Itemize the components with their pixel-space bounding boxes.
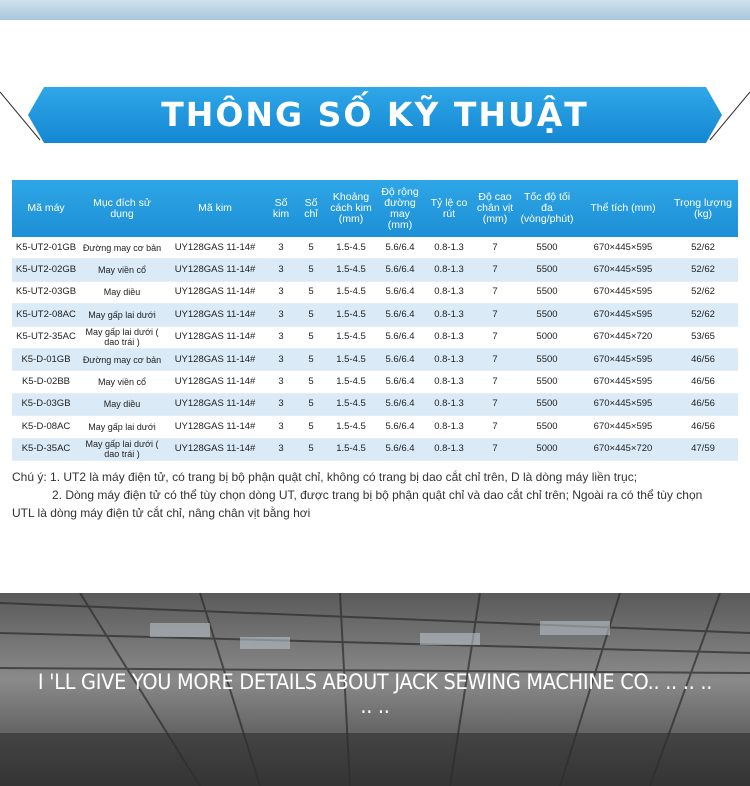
table-cell: 46/56 [668,393,738,415]
table-cell: 0.8-1.3 [424,393,474,415]
table-cell: 5.6/6.4 [376,259,424,281]
table-cell: 3 [266,326,296,348]
table-cell: K5-D-08AC [12,416,80,438]
table-cell: UY128GAS 11-14# [164,393,266,415]
spec-table [12,180,738,461]
table-row [12,281,738,303]
column-header: Mã kim [164,180,266,237]
column-header: Số kim [266,180,296,237]
table-cell: 5.6/6.4 [376,348,424,370]
table-cell: 5.6/6.4 [376,304,424,326]
table-cell: 3 [266,304,296,326]
table-cell: 3 [266,281,296,303]
column-header: Mã máy [12,180,80,237]
table-cell: 53/65 [668,326,738,348]
table-cell: 52/62 [668,304,738,326]
notes [12,468,750,522]
table-cell: 0.8-1.3 [424,259,474,281]
table-cell: 5500 [516,237,578,259]
table-cell: 0.8-1.3 [424,326,474,348]
table-cell: Đường may cơ bản [80,237,164,259]
table-cell: 7 [474,259,516,281]
table-row [12,371,738,393]
column-header: Độ cao chân vịt (mm) [474,180,516,237]
table-cell: May gấp lai dưới [80,304,164,326]
table-cell: 5 [296,438,326,460]
table-cell: K5-D-01GB [12,348,80,370]
table-cell: 3 [266,438,296,460]
table-cell: Đường may cơ bản [80,348,164,370]
table-row [12,393,738,415]
note-line-3: UTL là dòng máy điện tử cắt chỉ, nâng chân vịt bằng hơi [12,506,311,520]
table-cell: 670×445×595 [578,371,668,393]
table-cell: 5500 [516,371,578,393]
table-cell: 5.6/6.4 [376,393,424,415]
table-cell: 7 [474,348,516,370]
table-cell: 670×445×720 [578,438,668,460]
table-cell: K5-UT2-08AC [12,304,80,326]
table-cell: K5-D-03GB [12,393,80,415]
table-cell: 5500 [516,393,578,415]
column-header: Độ rộng đường may (mm) [376,180,424,237]
table-row [12,416,738,438]
footer-caption: I 'LL GIVE YOU MORE DETAILS ABOUT JACK SEWING MACHINE CO.. .. .. .. .. .. [37,670,713,718]
table-cell: K5-D-35AC [12,438,80,460]
table-cell: 52/62 [668,281,738,303]
table-cell: 7 [474,371,516,393]
table-row [12,438,738,460]
table-cell: 52/62 [668,259,738,281]
table-cell: May gấp lai dưới ( dao trái ) [80,326,164,348]
table-cell: UY128GAS 11-14# [164,237,266,259]
table-cell: 670×445×595 [578,304,668,326]
table-cell: 7 [474,237,516,259]
table-cell: 46/56 [668,371,738,393]
column-header: Mục đích sử dụng [80,180,164,237]
column-header: Khoảng cách kim (mm) [326,180,376,237]
table-cell: May diều [80,393,164,415]
table-cell: 7 [474,304,516,326]
table-cell: 5 [296,393,326,415]
table-cell: UY128GAS 11-14# [164,281,266,303]
table-cell: 3 [266,393,296,415]
table-cell: UY128GAS 11-14# [164,348,266,370]
table-cell: K5-UT2-01GB [12,237,80,259]
table-cell: 5 [296,348,326,370]
column-header: Số chỉ [296,180,326,237]
note-line-2: 2. Dòng máy điện tử có thể tùy chọn dòng UT, được trang bị bộ phận quật chỉ và dao cắt chỉ trên; Ngoài ra có thể tùy chọn [52,488,703,502]
table-cell: 7 [474,438,516,460]
table-cell: May viền cổ [80,259,164,281]
table-cell: 0.8-1.3 [424,304,474,326]
table-cell: 5 [296,304,326,326]
table-cell: May gấp lai dưới [80,416,164,438]
table-cell: 0.8-1.3 [424,438,474,460]
table-row [12,304,738,326]
table-cell: 670×445×595 [578,393,668,415]
table-header-row [12,180,738,237]
column-header: Trọng lượng (kg) [668,180,738,237]
table-row [12,348,738,370]
table-cell: K5-UT2-35AC [12,326,80,348]
column-header: Tốc độ tối đa (vòng/phút) [516,180,578,237]
note-line-1: Chú ý: 1. UT2 là máy điện tử, có trang bị bộ phận quật chỉ, không có trang bị dao cắt chỉ trên, D là dòng máy liền trục; [12,470,638,484]
table-cell: 1.5-4.5 [326,371,376,393]
table-cell: May diều [80,281,164,303]
table-cell: 7 [474,281,516,303]
table-cell: 5500 [516,281,578,303]
table-cell: 5.6/6.4 [376,326,424,348]
table-cell: 670×445×595 [578,259,668,281]
table-cell: 3 [266,416,296,438]
table-cell: 0.8-1.3 [424,348,474,370]
table-cell: 5 [296,259,326,281]
table-cell: 3 [266,371,296,393]
table-cell: 1.5-4.5 [326,304,376,326]
table-cell: UY128GAS 11-14# [164,304,266,326]
table-cell: 7 [474,416,516,438]
table-cell: 1.5-4.5 [326,416,376,438]
table-cell: 5 [296,416,326,438]
table-cell: 670×445×595 [578,237,668,259]
table-cell: 3 [266,348,296,370]
table-cell: 1.5-4.5 [326,259,376,281]
table-cell: 5.6/6.4 [376,371,424,393]
table-cell: 5.6/6.4 [376,416,424,438]
table-cell: 5500 [516,304,578,326]
table-cell: 5.6/6.4 [376,237,424,259]
table-cell: UY128GAS 11-14# [164,416,266,438]
table-cell: 52/62 [668,237,738,259]
table-cell: K5-UT2-02GB [12,259,80,281]
table-cell: K5-D-02BB [12,371,80,393]
table-cell: 1.5-4.5 [326,348,376,370]
table-cell: 7 [474,326,516,348]
table-cell: 5.6/6.4 [376,438,424,460]
table-cell: 3 [266,259,296,281]
table-cell: 670×445×595 [578,348,668,370]
table-cell: 670×445×595 [578,281,668,303]
table-cell: 5000 [516,326,578,348]
table-cell: 3 [266,237,296,259]
table-cell: 5 [296,326,326,348]
table-cell: 46/56 [668,348,738,370]
column-header: Thể tích (mm) [578,180,668,237]
table-cell: 47/59 [668,438,738,460]
table-cell: 5 [296,281,326,303]
table-cell: May gấp lai dưới ( dao trái ) [80,438,164,460]
page-title: THÔNG SỐ KỸ THUẬT [161,95,589,134]
table-cell: 0.8-1.3 [424,237,474,259]
table-row [12,237,738,259]
table-cell: 1.5-4.5 [326,438,376,460]
table-cell: 670×445×595 [578,416,668,438]
table-row [12,259,738,281]
table-cell: UY128GAS 11-14# [164,371,266,393]
table-cell: 1.5-4.5 [326,237,376,259]
column-header: Tỷ lệ co rút [424,180,474,237]
table-cell: K5-UT2-03GB [12,281,80,303]
table-cell: 5000 [516,438,578,460]
table-cell: 5 [296,371,326,393]
table-cell: 5.6/6.4 [376,281,424,303]
table-cell: 5500 [516,348,578,370]
table-cell: UY128GAS 11-14# [164,259,266,281]
table-row [12,326,738,348]
table-cell: 0.8-1.3 [424,281,474,303]
table-cell: 1.5-4.5 [326,326,376,348]
table-cell: UY128GAS 11-14# [164,326,266,348]
table-cell: 0.8-1.3 [424,371,474,393]
table-cell: 7 [474,393,516,415]
table-cell: 670×445×720 [578,326,668,348]
table-cell: May viền cổ [80,371,164,393]
title-banner [0,82,750,152]
table-cell: UY128GAS 11-14# [164,438,266,460]
table-cell: 5 [296,237,326,259]
table-cell: 5500 [516,259,578,281]
table-cell: 46/56 [668,416,738,438]
top-bar [0,0,750,20]
table-cell: 5500 [516,416,578,438]
table-cell: 1.5-4.5 [326,393,376,415]
table-cell: 0.8-1.3 [424,416,474,438]
table-cell: 1.5-4.5 [326,281,376,303]
